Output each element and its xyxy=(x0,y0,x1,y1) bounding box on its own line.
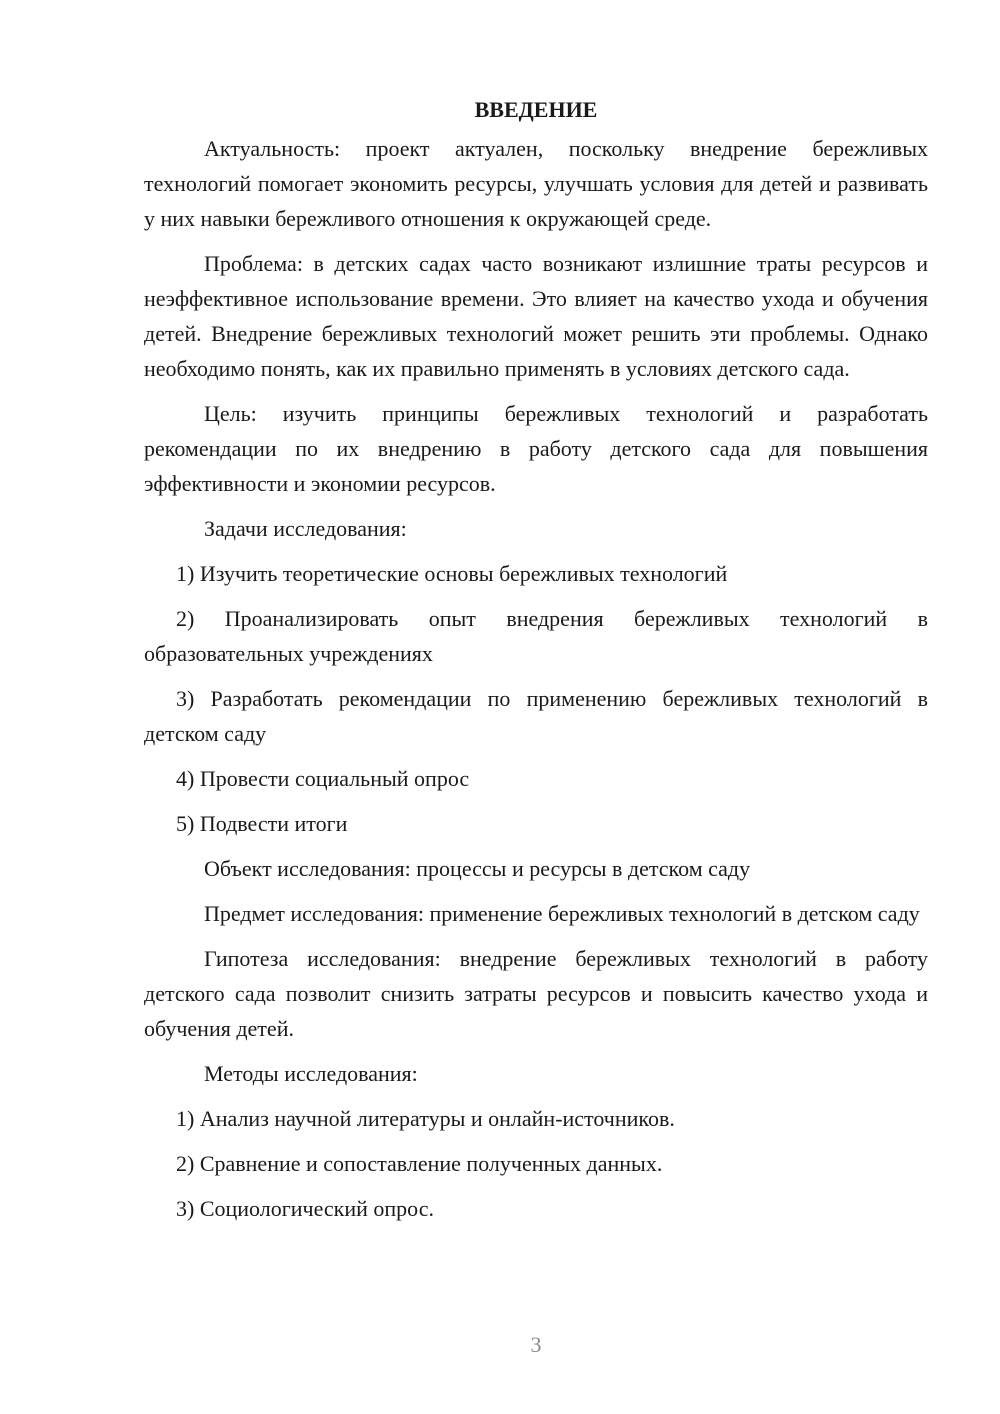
method-item: 3) Социологический опрос. xyxy=(176,1196,434,1221)
task-item: 3) Разработать рекомендации по применению бережливых технологий в детском саду xyxy=(144,686,928,746)
task-item: 1) Изучить теоретические основы бережливых технологий xyxy=(176,561,728,586)
problem-paragraph: Проблема: в детских садах часто возникают излишние траты ресурсов и неэффективное использование времени. Это влияет на качество ухода и обучения детей. Внедрение бережливых технологий может решить эти проблемы. Однако необходимо понять, как их правильно применять в условиях детского сада. xyxy=(144,251,928,381)
relevance-paragraph: Актуальность: проект актуален, поскольку внедрение бережливых технологий помогает экономить ресурсы, улучшать условия для детей и развивать у них навыки бережливого отношения к окружающей среде. xyxy=(144,136,928,231)
object-paragraph: Объект исследования: процессы и ресурсы в детском саду xyxy=(204,856,751,881)
document-page xyxy=(144,92,928,1236)
hypothesis-paragraph: Гипотеза исследования: внедрение бережливых технологий в работу детского сада позволит снизить затраты ресурсов и повысить качество ухода и обучения детей. xyxy=(144,946,928,1041)
subject-paragraph: Предмет исследования: применение бережливых технологий в детском саду xyxy=(204,901,920,926)
tasks-heading: Задачи исследования: xyxy=(204,516,407,541)
goal-paragraph: Цель: изучить принципы бережливых технологий и разработать рекомендации по их внедрению в работу детского сада для повышения эффективности и экономии ресурсов. xyxy=(144,401,928,496)
task-item: 4) Провести социальный опрос xyxy=(176,766,470,791)
methods-heading: Методы исследования: xyxy=(204,1061,418,1086)
page-number: 3 xyxy=(530,1332,542,1357)
section-title: ВВЕДЕНИЕ xyxy=(474,97,598,122)
task-item: 2) Проанализировать опыт внедрения бережливых технологий в образовательных учреждениях xyxy=(144,606,928,666)
task-item: 5) Подвести итоги xyxy=(176,811,348,836)
method-item: 2) Сравнение и сопоставление полученных данных. xyxy=(176,1151,663,1176)
method-item: 1) Анализ научной литературы и онлайн-источников. xyxy=(176,1106,675,1131)
